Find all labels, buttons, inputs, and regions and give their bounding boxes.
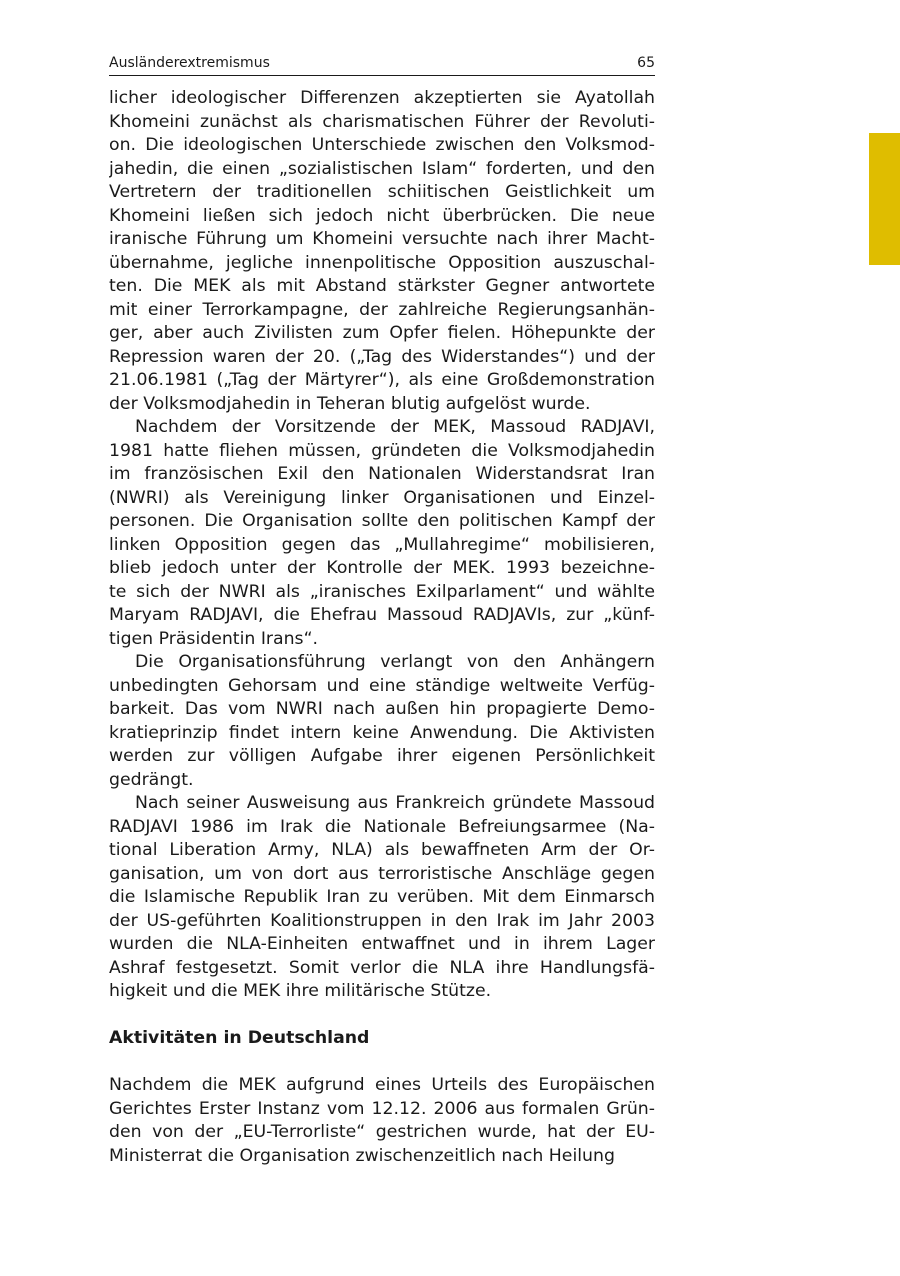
text-line: wurden die NLA-Einheiten entwaffnet und in ihrem Lager	[109, 934, 655, 954]
section-heading: Aktivitäten in Deutschland	[109, 1028, 370, 1048]
text-line: on. Die ideologischen Unterschiede zwischen den Volksmod-	[109, 135, 655, 155]
text-line: higkeit und die MEK ihre militärische Stütze.	[109, 981, 492, 1001]
text-line: blieb jedoch unter der Kontrolle der MEK. 1993 bezeichne-	[109, 558, 655, 578]
text-line: werden zur völligen Aufgabe ihrer eigenen Persönlichkeit	[109, 746, 655, 766]
text-line: Repression waren der 20. („Tag des Widerstandes“) und der	[109, 346, 655, 367]
text-line: ger, aber auch Zivilisten zum Opfer fielen. Höhepunkte der	[109, 323, 655, 343]
paragraph	[109, 792, 655, 1004]
text-line: te sich der NWRI als „iranisches Exilparlament“ und wählte	[109, 581, 655, 602]
paragraph	[109, 651, 655, 792]
text-line: Ashraf festgesetzt. Somit verlor die NLA ihre Handlungsfä-	[109, 957, 655, 978]
chapter-marker-tab	[869, 133, 900, 265]
page-number: 65	[637, 55, 655, 71]
paragraph	[109, 416, 655, 651]
text-line: der Volksmodjahedin in Teheran blutig aufgelöst wurde.	[109, 393, 591, 414]
text-line: ganisation, um von dort aus terroristische Anschläge gegen	[109, 863, 655, 884]
text-line: (NWRI) als Vereinigung linker Organisationen und Einzel-	[109, 487, 655, 508]
text-line: der US-geführten Koalitionstruppen in den Irak im Jahr 2003	[109, 910, 655, 931]
text-line: 1981 hatte fliehen müssen, gründeten die Volksmodjahedin	[109, 440, 655, 461]
page-header	[109, 53, 655, 76]
text-line: unbedingten Gehorsam und eine ständige weltweite Verfüg-	[109, 675, 655, 696]
text-line: 21.06.1981 („Tag der Märtyrer“), als eine Großdemonstration	[109, 370, 655, 390]
text-line: kratieprinzip findet intern keine Anwendung. Die Aktivisten	[109, 722, 655, 743]
paragraph	[109, 1074, 655, 1168]
section-spacer	[109, 1004, 655, 1028]
running-title: Ausländerextremismus	[109, 55, 270, 71]
text-line: übernahme, jegliche innenpolitische Opposition auszuschal-	[109, 252, 655, 273]
paragraph	[109, 87, 655, 416]
text-line: Khomeini ließen sich jedoch nicht überbrücken. Die neue	[109, 205, 655, 226]
text-line: iranische Führung um Khomeini versuchte nach ihrer Macht-	[109, 229, 655, 249]
text-line: personen. Die Organisation sollte den politischen Kampf der	[109, 511, 655, 531]
text-line: im französischen Exil den Nationalen Widerstandsrat Iran	[109, 464, 655, 484]
body-text	[109, 87, 655, 1168]
text-line: jahedin, die einen „sozialistischen Islam“ forderten, und den	[109, 158, 655, 179]
section-spacer	[109, 1051, 655, 1075]
text-line: Die Organisationsführung verlangt von den Anhängern	[135, 652, 655, 672]
text-line: mit einer Terrorkampagne, der zahlreiche Regierungsanhän-	[109, 299, 655, 320]
text-line: linken Opposition gegen das „Mullahregime“ mobilisieren,	[109, 534, 655, 555]
text-line: gedrängt.	[109, 769, 194, 790]
text-line: Nachdem der Vorsitzende der MEK, Massoud RADJAVI,	[135, 417, 655, 437]
text-line: Vertretern der traditionellen schiitischen Geistlichkeit um	[109, 182, 655, 202]
text-line: Ministerrat die Organisation zwischenzeitlich nach Heilung	[109, 1145, 615, 1166]
text-line: tigen Präsidentin Irans“.	[109, 628, 319, 649]
text-line: ten. Die MEK als mit Abstand stärkster Gegner antwortete	[109, 276, 655, 296]
text-line: die Islamische Republik Iran zu verüben. Mit dem Einmarsch	[109, 887, 655, 907]
text-line: Khomeini zunächst als charismatischen Führer der Revoluti-	[109, 111, 655, 132]
text-line: Nach seiner Ausweisung aus Frankreich gründete Massoud	[135, 793, 655, 813]
text-line: den von der „EU-Terrorliste“ gestrichen wurde, hat der EU-	[109, 1122, 655, 1142]
text-line: RADJAVI 1986 im Irak die Nationale Befreiungsarmee (Na-	[109, 816, 655, 837]
text-line: barkeit. Das vom NWRI nach außen hin propagierte Demo-	[109, 699, 655, 719]
text-line: tional Liberation Army, NLA) als bewaffneten Arm der Or-	[109, 840, 655, 860]
text-line: Gerichtes Erster Instanz vom 12.12. 2006 aus formalen Grün-	[109, 1098, 655, 1119]
text-line: licher ideologischer Differenzen akzeptierten sie Ayatollah	[109, 88, 655, 108]
text-line: Maryam RADJAVI, die Ehefrau Massoud RADJAVIs, zur „künf-	[109, 605, 655, 625]
text-line: Nachdem die MEK aufgrund eines Urteils des Europäischen	[109, 1075, 655, 1095]
